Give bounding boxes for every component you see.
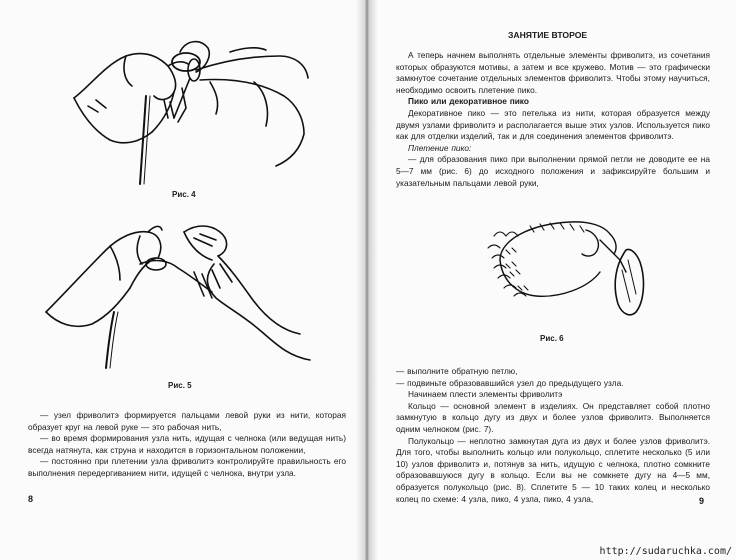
- figure-4-caption: Рис. 4: [172, 190, 196, 199]
- start-elements-heading: Начинаем плести элементы фриволитэ: [408, 389, 563, 400]
- right-page-text-top: [396, 50, 710, 189]
- right-page-text-bottom: [396, 366, 710, 505]
- pico-step-3: — подвиньте образовавшийся узел до предыдущего узла.: [396, 377, 624, 388]
- figure-5-caption: Рис. 5: [168, 381, 192, 390]
- left-paragraph-2: — во время формирования узла нить, идущая с челнока (или ведущая нить) всегда натянута, как струна и находится в горизонтальном положении,: [28, 433, 346, 455]
- left-paragraph-1: — узел фриволитэ формируется пальцами левой руки из нити, которая образует круг на левой руке — это рабочая нить,: [28, 410, 346, 432]
- figure-5-illustration: [44, 212, 314, 372]
- pico-step-2: — выполните обратную петлю,: [396, 366, 518, 376]
- left-page-text: [28, 410, 346, 480]
- pico-weaving-label: Плетение пико:: [408, 142, 472, 153]
- lesson-heading: ЗАНЯТИЕ ВТОРОЕ: [508, 30, 588, 40]
- pico-description: Декоративное пико — это петелька из нити, которая образуется между двумя узлами фриволитэ и располагается выше этих узлов. Используется пико как для отделки изделий, так и для соединения элементов фриволитэ.: [396, 107, 710, 142]
- left-paragraph-3: — постоянно при плетении узла фриволитэ контролируйте правильность его выполнения передергиванием нити, идущей с челнока, внутри узла.: [28, 456, 346, 478]
- intro-paragraph: А теперь начнем выполнять отдельные элементы фриволитэ, из сочетания которых образуются мотивы, а затем и все кружево. Мотив — это графически замкнутое сочетание отдельных элементов фриволитэ. Чтобы этому научиться, необходимо освоить плетение пико.: [396, 50, 710, 95]
- book-gutter: [356, 0, 378, 560]
- source-watermark: http://sudaruchka.com/: [599, 546, 732, 557]
- ring-paragraph: Кольцо — основной элемент в изделиях. Он представляет собой плотно замкнутую в кольцо дугу из двух и более узлов фриволитэ. Выполняется одним челноком (рис. 7).: [396, 400, 710, 434]
- figure-6-caption: Рис. 6: [540, 334, 564, 343]
- right-page-number: 9: [699, 496, 705, 506]
- pico-heading: Пико или декоративное пико: [408, 96, 529, 107]
- pico-step-1: — для образования пико при выполнении прямой петли не доводите ее на 5—7 мм (рис. 6) до исходного положения и зафиксируйте большим и указательным пальцами левой руки,: [396, 154, 710, 188]
- figure-6-illustration: [470, 210, 654, 320]
- figure-4-illustration: [70, 22, 310, 190]
- left-page-number: 8: [28, 494, 34, 504]
- half-ring-paragraph: Полукольцо — неплотно замкнутая дуга из двух и более узлов фриволитэ. Для того, чтобы выполнить кольцо или полукольцо, сплетите несколько (5 или 10) узлов фриволитэ и, потянув за нить, идущую с челнока, плотно сомкните образовавшуюся дугу в кольцо. Если вы не сомкнете дугу на 4—5 мм, образуется полукольцо (рис. 8). Сплетите 5 — 10 таких колец и несколько колец по схеме: 4 узла, пико, 4 узла, пико, 4 узла,: [396, 435, 710, 504]
